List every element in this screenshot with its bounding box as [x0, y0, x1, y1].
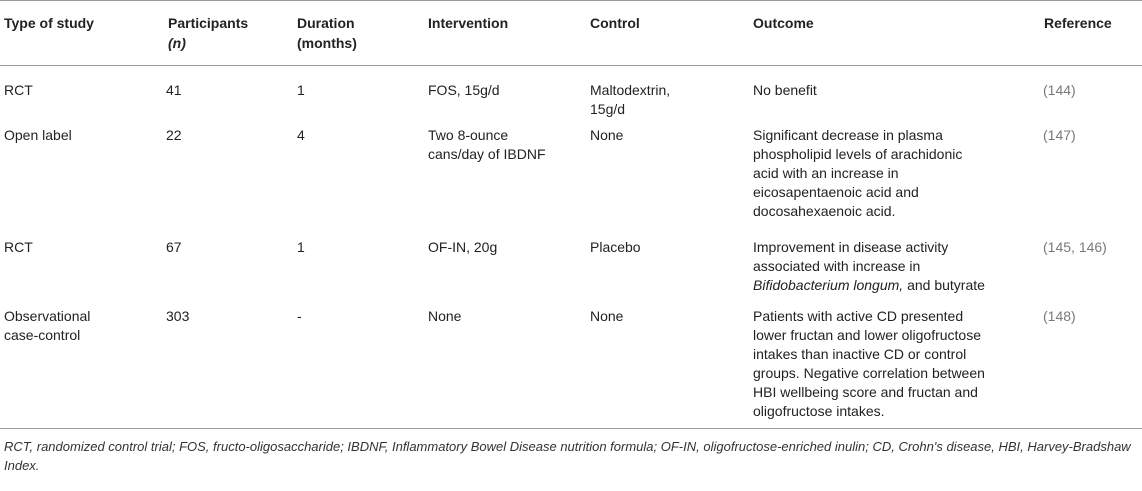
cell-type-of-study: Open label [4, 127, 72, 143]
ref-paren-close: ) [1071, 82, 1076, 98]
header-duration-line2: (months) [297, 35, 357, 51]
header-participants-label: Participants [168, 15, 249, 31]
cell-intervention-line: Two 8-ounce [428, 127, 509, 143]
ref-paren-open: ( [1043, 82, 1048, 98]
ref-paren-close: ) [1071, 308, 1076, 324]
reference-link[interactable]: 147 [1047, 127, 1072, 143]
header-reference: Reference [1044, 15, 1112, 31]
table-header-row [0, 13, 1142, 57]
ref-paren-open: ( [1043, 239, 1048, 255]
reference-link[interactable]: 146 [1078, 239, 1103, 255]
cell-outcome [753, 238, 1043, 295]
cell-outcome-tail: and butyrate [903, 277, 985, 293]
cell-outcome-line: eicosapentaenoic acid and [753, 184, 919, 200]
cell-intervention: FOS, 15g/d [428, 82, 500, 98]
ref-paren-open: ( [1043, 127, 1048, 143]
cell-outcome-line: lower fructan and lower oligofructose [753, 327, 982, 343]
cell-intervention: None [428, 308, 462, 324]
cell-outcome-line: Significant decrease in plasma [753, 127, 943, 143]
cell-outcome [753, 307, 1043, 421]
cell-reference [1043, 81, 1141, 100]
header-participants-n: (n) [168, 35, 186, 51]
cell-outcome-line [753, 276, 1043, 295]
cell-control [590, 81, 740, 119]
cell-outcome-line: acid with an increase in [753, 165, 899, 181]
cell-outcome-line: Improvement in disease activity [753, 239, 949, 255]
header-control: Control [590, 15, 640, 31]
cell-intervention-line: cans/day of IBDNF [428, 146, 546, 162]
cell-duration: 1 [297, 82, 305, 98]
cell-control-line: 15g/d [590, 101, 626, 117]
cell-outcome-line: groups. Negative correlation between [753, 365, 985, 381]
cell-duration: 1 [297, 239, 305, 255]
cell-outcome-line: oligofructose intakes. [753, 403, 885, 419]
reference-link[interactable]: 145 [1047, 239, 1072, 255]
table-bottom-rule [0, 428, 1142, 429]
header-participants [168, 13, 288, 53]
header-intervention: Intervention [428, 15, 509, 31]
cell-reference [1043, 307, 1141, 326]
cell-duration: - [297, 308, 302, 324]
cell-control: Placebo [590, 239, 641, 255]
cell-control-line: Maltodextrin, [590, 82, 671, 98]
ref-paren-close: ) [1102, 239, 1107, 255]
ref-paren-open: ( [1043, 308, 1048, 324]
ref-separator: , [1071, 239, 1079, 255]
cell-participants: 22 [166, 127, 182, 143]
cell-type-of-study [4, 307, 154, 345]
cell-outcome [753, 126, 1043, 221]
cell-participants: 41 [166, 82, 182, 98]
cell-type-of-study: RCT [4, 82, 33, 98]
cell-outcome-line: docosahexaenoic acid. [753, 203, 896, 219]
cell-duration: 4 [297, 127, 305, 143]
cell-outcome-line: associated with increase in [753, 258, 921, 274]
cell-outcome-line: phospholipid levels of arachidonic [753, 146, 963, 162]
cell-type-line: case-control [4, 327, 81, 343]
cell-outcome-line: HBI wellbeing score and fructan and [753, 384, 978, 400]
cell-outcome-line: Patients with active CD presented [753, 308, 964, 324]
header-duration [297, 13, 417, 53]
cell-control: None [590, 308, 624, 324]
cell-outcome: No benefit [753, 82, 817, 98]
cell-type-of-study: RCT [4, 239, 33, 255]
ref-paren-close: ) [1071, 127, 1076, 143]
cell-type-line: Observational [4, 308, 91, 324]
cell-reference [1043, 238, 1141, 257]
cell-outcome-line: intakes than inactive CD or control [753, 346, 967, 362]
cell-participants: 67 [166, 239, 182, 255]
header-outcome: Outcome [753, 15, 814, 31]
cell-control: None [590, 127, 624, 143]
reference-link[interactable]: 148 [1047, 308, 1072, 324]
header-type-of-study: Type of study [4, 15, 94, 31]
cell-intervention [428, 126, 578, 164]
table-footnote: RCT, randomized control trial; FOS, fructo-oligosaccharide; IBDNF, Inflammatory Bowel Disease nutrition formula; OF-IN, oligofructose-enriched inulin; CD, Crohn's disease, HBI, Harvey-Bradshaw Index. [4, 439, 1131, 473]
cell-participants: 303 [166, 308, 190, 324]
header-duration-line1: Duration [297, 15, 355, 31]
species-name: Bifidobacterium longum, [753, 277, 904, 293]
table-top-rule [0, 0, 1142, 1]
cell-reference [1043, 126, 1141, 145]
cell-intervention: OF-IN, 20g [428, 239, 498, 255]
reference-link[interactable]: 144 [1047, 82, 1072, 98]
table-header-rule [0, 65, 1142, 66]
